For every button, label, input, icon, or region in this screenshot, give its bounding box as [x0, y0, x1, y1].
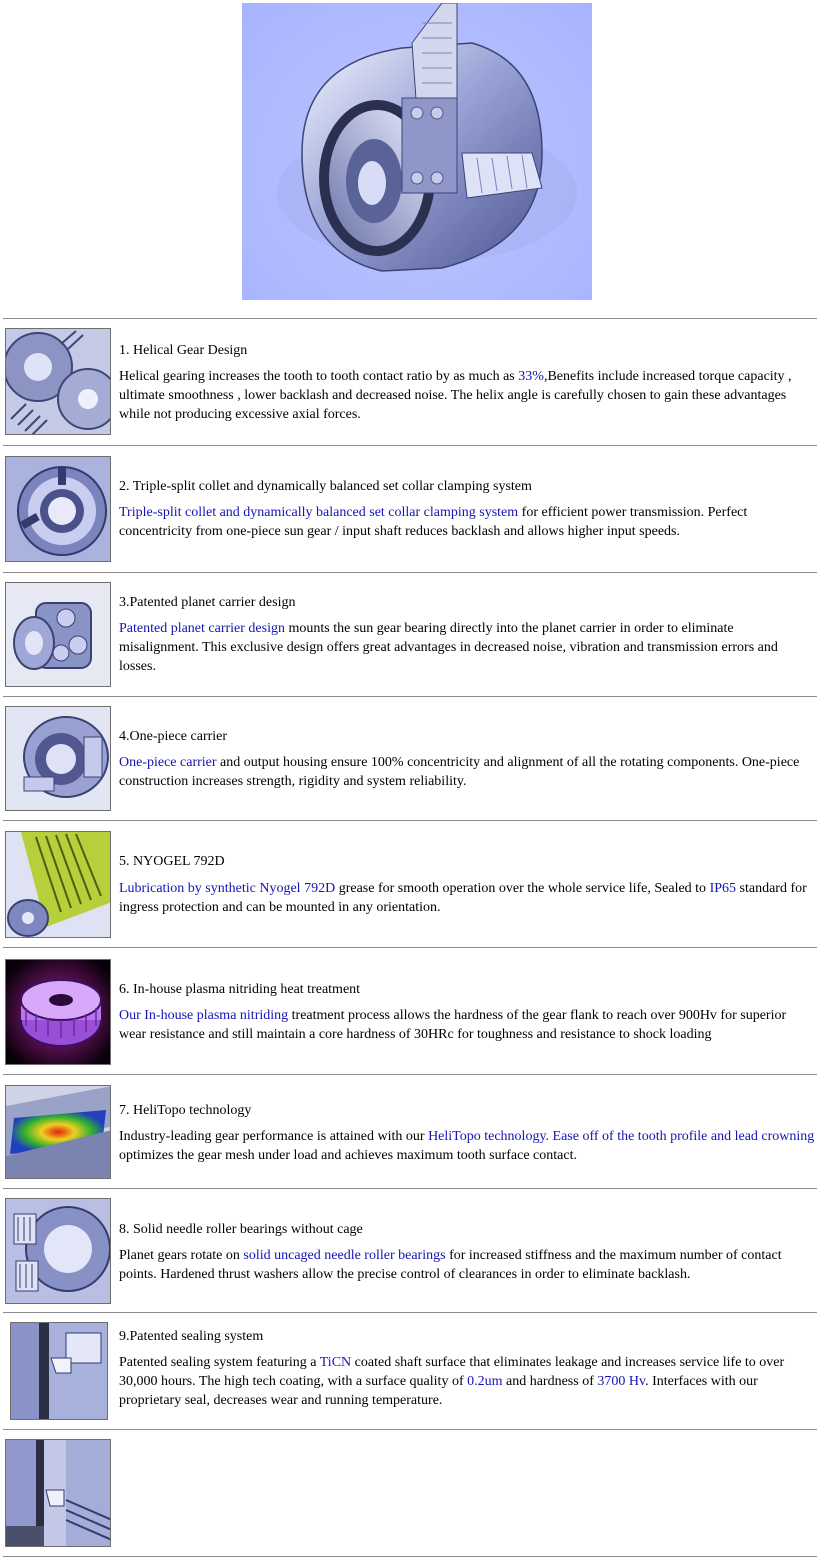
- description-text: standard for ingress protection and can be mounted in any orientation.: [119, 881, 807, 915]
- divider: [3, 1074, 817, 1075]
- description-text: grease for smooth operation over the whole service life, Sealed to: [335, 881, 710, 896]
- divider: [3, 820, 817, 821]
- description-text: and hardness of: [502, 1374, 598, 1389]
- divider: [3, 1312, 817, 1313]
- highlighted-term: 3700 Hv: [597, 1374, 646, 1389]
- needle-bearing-icon: [5, 1198, 111, 1304]
- description-text: coated shaft surface that eliminates leakage and increases service life to over 30,000 hours. The high tech coating, with a surface quality of: [119, 1355, 785, 1389]
- highlighted-term: One-piece carrier: [119, 755, 217, 770]
- description-text: Industry-leading gear performance is attained with our: [119, 1129, 429, 1144]
- highlighted-term: 0.2um: [467, 1374, 503, 1389]
- divider: [3, 696, 817, 697]
- tooth-contact-map-icon: [5, 1085, 111, 1179]
- divider: [3, 318, 817, 319]
- section-title: 6. In-house plasma nitriding heat treatment: [119, 982, 361, 997]
- description-text: ,Benefits include increased torque capacity , ultimate smoothness , lower backlash and decreased noise. The helix angle is carefully chosen to gain these advantages while not producing excessive axial forces.: [119, 369, 792, 422]
- section-description: [119, 1353, 816, 1410]
- description-text: and output housing ensure 100% concentricity and alignment of all the rotating components. One-piece construction increases strength, rigidity and system reliability.: [119, 755, 800, 789]
- section-description: [119, 367, 816, 424]
- section-title: 4.One-piece carrier: [119, 729, 228, 744]
- one-piece-carrier-icon: [5, 706, 111, 811]
- grease-gear-icon: [5, 831, 111, 938]
- section-title: 8. Solid needle roller bearings without cage: [119, 1222, 363, 1237]
- highlighted-term: Triple-split collet and dynamically balanced set collar clamping system: [119, 505, 519, 520]
- description-text: for increased stiffness and the maximum number of contact points. Hardened thrust washers allow the precise control of clearances in order to eliminate backlash.: [119, 1248, 782, 1282]
- divider: [3, 1556, 817, 1557]
- highlighted-term: Patented planet carrier design: [119, 621, 285, 636]
- section-description: [119, 1127, 816, 1165]
- description-text: Helical gearing increases the tooth to tooth contact ratio by as much as: [119, 369, 519, 384]
- description-text: mounts the sun gear bearing directly into the planet carrier in order to eliminate misalignment. This exclusive design offers great advantages in decreased noise, vibration and transmission errors and losses.: [119, 621, 778, 674]
- highlighted-term: Our In-house plasma nitriding: [119, 1008, 289, 1023]
- highlighted-term: TiCN: [319, 1355, 352, 1370]
- section-title: 9.Patented sealing system: [119, 1329, 264, 1344]
- description-text: Planet gears rotate on: [119, 1248, 244, 1263]
- section-title: 1. Helical Gear Design: [119, 343, 248, 358]
- section-description: [119, 1246, 816, 1284]
- description-text: for efficient power transmission. Perfect concentricity from one-piece sun gear / input shaft reduces backlash and allows higher input speeds.: [119, 505, 748, 539]
- section-title: 7. HeliTopo technology: [119, 1103, 252, 1118]
- section-description: [119, 503, 816, 541]
- section-title: 3.Patented planet carrier design: [119, 595, 296, 610]
- planet-carrier-icon: [5, 582, 111, 687]
- section-title: 5. NYOGEL 792D: [119, 854, 225, 869]
- divider: [3, 947, 817, 948]
- collet-clamp-icon: [5, 456, 111, 562]
- section-description: [119, 753, 816, 791]
- plasma-nitrided-gear-icon: [5, 959, 111, 1065]
- description-text: . Interfaces with our proprietary seal, decreases wear and running temperature.: [119, 1374, 758, 1408]
- seal-detail-image: [5, 1439, 111, 1547]
- description-text: Patented sealing system featuring a: [119, 1355, 320, 1370]
- highlighted-term: HeliTopo technology. Ease off of the tooth profile and lead crowning: [428, 1129, 815, 1144]
- divider: [3, 445, 817, 446]
- section-description: [119, 1006, 816, 1044]
- gearbox-cutaway-image: [242, 3, 592, 300]
- divider: [3, 1429, 817, 1430]
- highlighted-term: Lubrication by synthetic Nyogel 792D: [119, 881, 336, 896]
- divider: [3, 572, 817, 573]
- description-text: treatment process allows the hardness of the gear flank to reach over 900Hv for superior wear resistance and still maintain a core hardness of 30HRc for toughness and resistance to shock loading: [119, 1008, 787, 1042]
- section-description: [119, 879, 816, 917]
- highlighted-term: IP65: [709, 881, 737, 896]
- description-text: optimizes the gear mesh under load and achieves maximum tooth surface contact.: [119, 1148, 577, 1163]
- sealing-system-icon: [10, 1322, 108, 1420]
- highlighted-term: 33%: [518, 369, 544, 384]
- section-description: [119, 619, 816, 676]
- helical-gears-icon: [5, 328, 111, 435]
- divider: [3, 1188, 817, 1189]
- section-title: 2. Triple-split collet and dynamically balanced set collar clamping system: [119, 479, 532, 494]
- highlighted-term: solid uncaged needle roller bearings: [243, 1248, 446, 1263]
